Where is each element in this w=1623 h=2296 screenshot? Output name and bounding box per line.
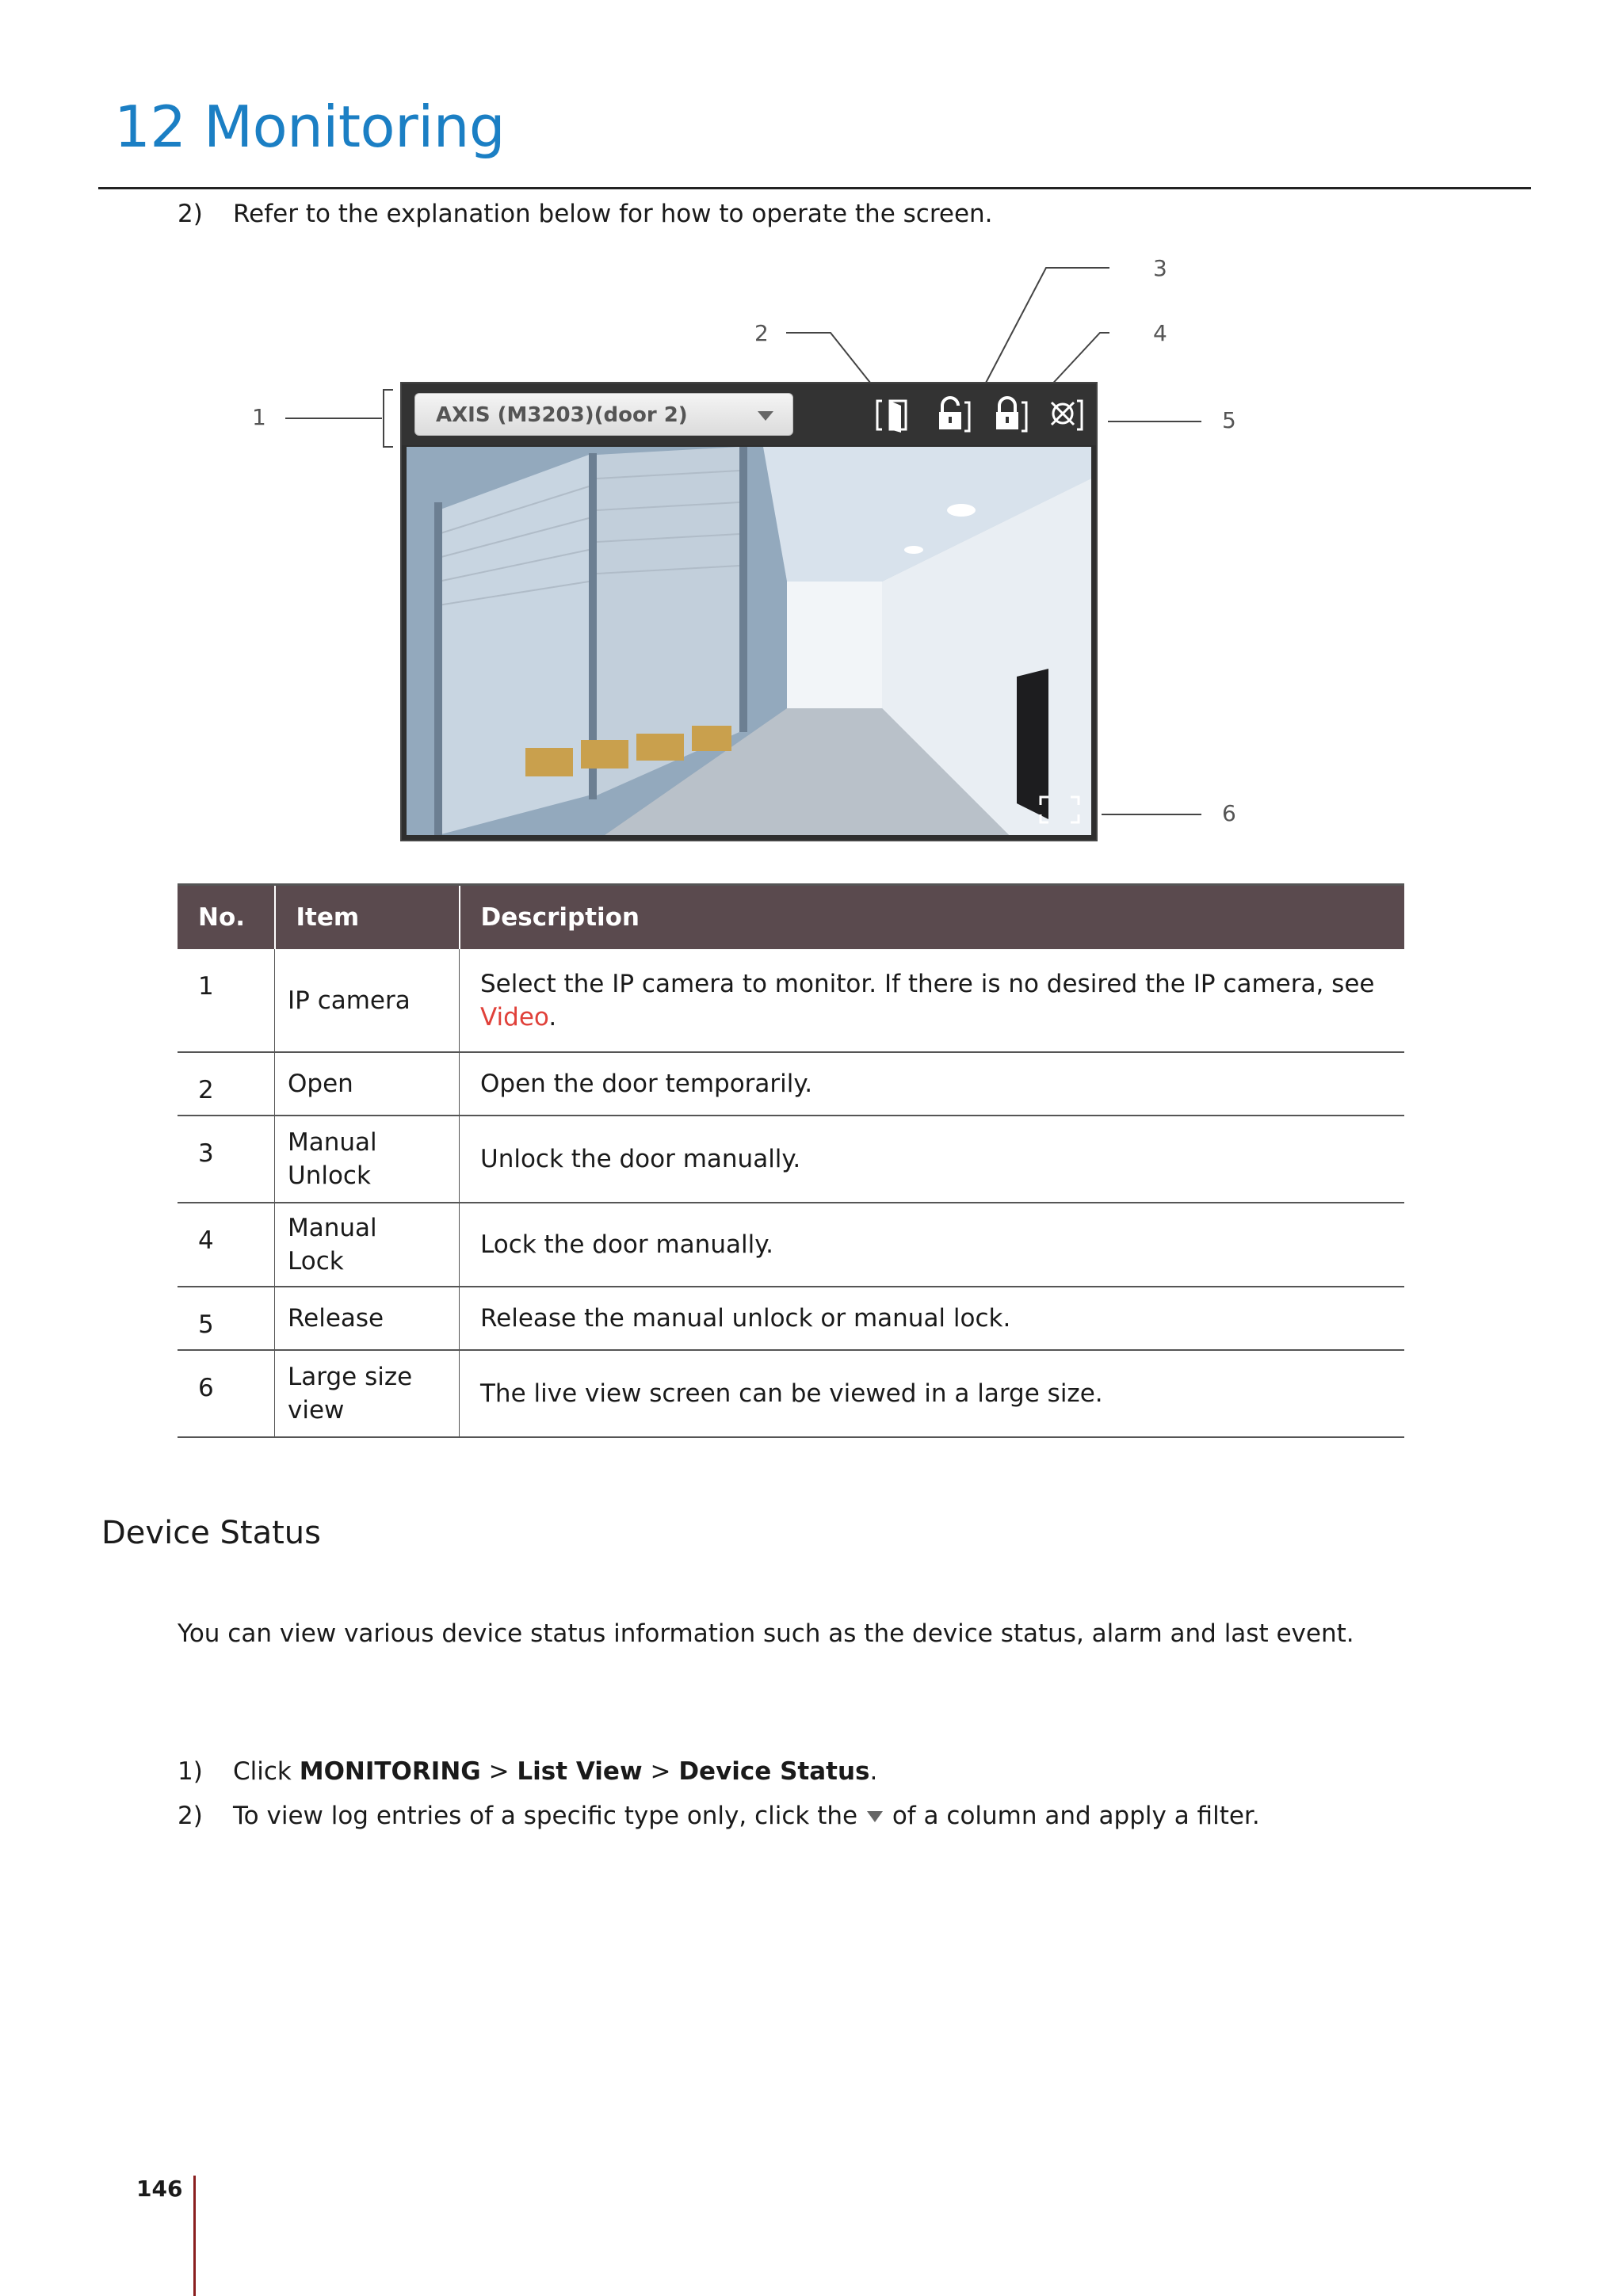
step-text bbox=[233, 1756, 877, 1787]
callout-2: 2 bbox=[754, 320, 769, 346]
step-text-suffix: of a column and apply a filter. bbox=[892, 1802, 1260, 1830]
step-text: Refer to the explanation below for how to operate the screen. bbox=[233, 200, 993, 228]
row-description: Lock the door manually. bbox=[460, 1203, 1405, 1287]
lock-icon[interactable] bbox=[988, 395, 1029, 436]
separator: > bbox=[488, 1757, 510, 1786]
callout-1: 1 bbox=[252, 404, 266, 430]
row-item: IP camera bbox=[275, 949, 460, 1052]
step-number: 2) bbox=[178, 200, 203, 228]
chapter-title: 12 Monitoring bbox=[114, 93, 506, 160]
row-description-text: Select the IP camera to monitor. If there is no desired the IP camera, see bbox=[480, 969, 1375, 998]
step-number: 2) bbox=[178, 1802, 203, 1830]
camera-toolbar bbox=[402, 383, 1096, 445]
camera-select-dropdown[interactable] bbox=[414, 393, 793, 436]
row-no: 3 bbox=[178, 1116, 275, 1203]
header-description: Description bbox=[460, 886, 1405, 949]
camera-view-panel bbox=[400, 382, 1098, 841]
filter-icon bbox=[867, 1811, 883, 1822]
step-text-end: . bbox=[869, 1757, 878, 1786]
table-row bbox=[178, 1350, 1404, 1437]
row-no: 5 bbox=[178, 1287, 275, 1350]
row-description-suffix: . bbox=[548, 1002, 557, 1032]
row-no: 4 bbox=[178, 1203, 275, 1287]
header-no: No. bbox=[178, 886, 275, 949]
row-description bbox=[460, 949, 1405, 1052]
row-item: Release bbox=[275, 1287, 460, 1350]
step-number: 1) bbox=[178, 1757, 203, 1786]
menu-monitoring: MONITORING bbox=[299, 1757, 481, 1786]
table-row bbox=[178, 1287, 1404, 1350]
table-row bbox=[178, 949, 1404, 1052]
row-description: Release the manual unlock or manual lock. bbox=[460, 1287, 1405, 1350]
row-no: 1 bbox=[178, 949, 275, 1052]
row-no: 6 bbox=[178, 1350, 275, 1437]
menu-device-status: Device Status bbox=[678, 1757, 870, 1786]
page-number-rule bbox=[193, 2176, 196, 2296]
callout-3: 3 bbox=[1153, 255, 1167, 281]
fullscreen-icon[interactable] bbox=[1037, 794, 1082, 826]
office-scene bbox=[407, 447, 1091, 835]
page-number: 146 bbox=[136, 2176, 183, 2202]
section-paragraph: You can view various device status information such as the device status, alarm and last event. bbox=[178, 1619, 1354, 1648]
row-item: Open bbox=[275, 1052, 460, 1116]
row-description: Open the door temporarily. bbox=[460, 1052, 1405, 1116]
separator: > bbox=[650, 1757, 671, 1786]
step-text bbox=[233, 1800, 1260, 1832]
row-no: 2 bbox=[178, 1052, 275, 1116]
unlock-icon[interactable] bbox=[931, 395, 972, 436]
table-row bbox=[178, 1203, 1404, 1287]
callout-5: 5 bbox=[1222, 407, 1236, 433]
open-door-icon[interactable] bbox=[874, 395, 915, 436]
title-divider bbox=[98, 187, 1531, 189]
live-view-figure bbox=[238, 254, 1268, 856]
row-item: Manual Unlock bbox=[275, 1116, 460, 1203]
table-header-row bbox=[178, 886, 1404, 949]
menu-list-view: List View bbox=[517, 1757, 643, 1786]
chevron-down-icon bbox=[758, 411, 773, 421]
video-link[interactable]: Video bbox=[480, 1002, 549, 1032]
row-item: Manual Lock bbox=[275, 1203, 460, 1287]
camera-select-value: AXIS (M3203)(door 2) bbox=[436, 403, 688, 427]
header-item: Item bbox=[275, 886, 460, 949]
table-row bbox=[178, 1116, 1404, 1203]
row-description: The live view screen can be viewed in a large size. bbox=[460, 1350, 1405, 1437]
row-item: Large size view bbox=[275, 1350, 460, 1437]
description-table bbox=[178, 886, 1404, 1438]
callout-4: 4 bbox=[1153, 320, 1167, 346]
section-title: Device Status bbox=[101, 1515, 321, 1551]
row-description: Unlock the door manually. bbox=[460, 1116, 1405, 1203]
table-row bbox=[178, 1052, 1404, 1116]
release-icon[interactable] bbox=[1044, 395, 1085, 436]
camera-live-image bbox=[407, 447, 1091, 835]
step-text-prefix: To view log entries of a specific type only, click the bbox=[233, 1802, 858, 1830]
step-text-prefix: Click bbox=[233, 1757, 292, 1786]
callout-6: 6 bbox=[1222, 800, 1236, 826]
